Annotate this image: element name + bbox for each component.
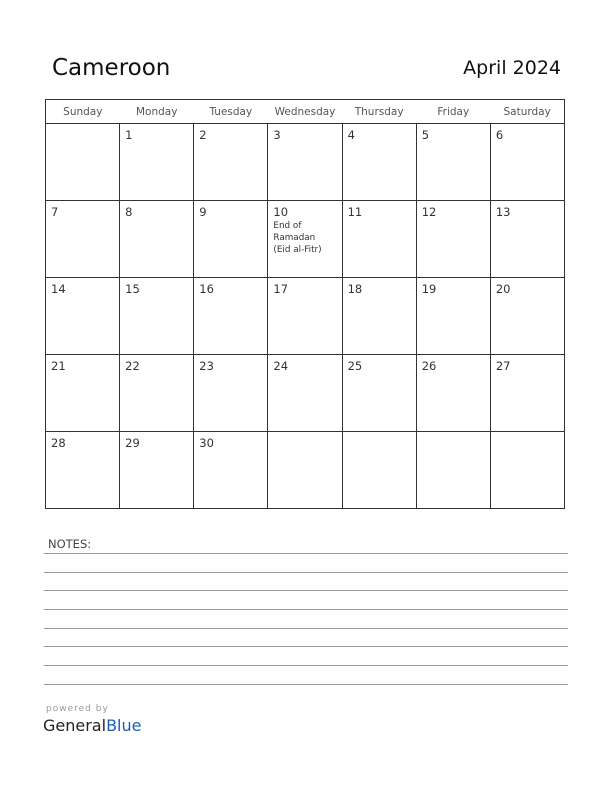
day-number: 29 (125, 436, 140, 450)
day-number: 17 (273, 282, 289, 296)
day-number: 21 (51, 359, 66, 373)
day-number: 18 (347, 282, 363, 296)
day-cell (490, 278, 564, 355)
day-number: 2 (199, 128, 207, 142)
day-number: 5 (421, 128, 430, 142)
day-number: 25 (347, 359, 363, 373)
day-number: 27 (495, 359, 511, 373)
day-cell (120, 432, 194, 509)
day-number: 26 (421, 359, 437, 373)
notes-label: NOTES: (48, 537, 92, 551)
weekday-saturday: Saturday (490, 100, 564, 124)
day-number: 6 (495, 128, 504, 142)
day-number: 14 (51, 282, 66, 296)
day-number: 30 (199, 436, 214, 450)
day-cell (490, 355, 564, 432)
day-cell (268, 278, 342, 355)
day-cell (120, 201, 194, 278)
note-line (44, 646, 568, 647)
day-number: 20 (495, 282, 511, 296)
weekday-monday: Monday (120, 100, 194, 124)
day-cell (194, 432, 268, 509)
note-line (44, 665, 568, 666)
day-cell (120, 124, 194, 201)
day-cell (194, 201, 268, 278)
day-number: 28 (51, 436, 66, 450)
day-number: 24 (273, 359, 289, 373)
note-line (44, 609, 568, 610)
month-title: April 2024 (463, 57, 561, 79)
day-cell (120, 278, 194, 355)
day-cell (416, 124, 490, 201)
week-row (46, 201, 565, 278)
day-cell (46, 201, 120, 278)
day-number: 8 (125, 205, 133, 219)
note-line (44, 684, 568, 685)
day-number: 1 (125, 128, 133, 142)
day-cell (342, 355, 416, 432)
day-cell (46, 124, 120, 201)
note-line (44, 572, 568, 573)
brand-blue: Blue (106, 716, 142, 735)
weekday-sunday: Sunday (46, 100, 120, 124)
generalblue-logo[interactable] (43, 716, 141, 735)
day-cell (194, 355, 268, 432)
day-cell (490, 201, 564, 278)
day-cell (268, 124, 342, 201)
day-cell (46, 432, 120, 509)
day-number: 12 (421, 205, 437, 219)
day-cell (342, 432, 416, 509)
powered-by-text: powered by (46, 704, 109, 714)
note-line (44, 628, 568, 629)
calendar-grid (45, 99, 565, 509)
note-line (44, 590, 568, 591)
day-number: 11 (347, 205, 363, 219)
day-cell (268, 355, 342, 432)
day-cell (46, 355, 120, 432)
day-cell (194, 278, 268, 355)
day-number: 13 (495, 205, 511, 219)
day-number: 10 (273, 205, 289, 219)
day-number: 16 (199, 282, 214, 296)
day-cell (342, 278, 416, 355)
weekday-wednesday: Wednesday (268, 100, 342, 124)
day-cell (416, 432, 490, 509)
week-row (46, 432, 565, 509)
day-cell (268, 432, 342, 509)
holiday-label: End of Ramadan (Eid al-Fitr) (273, 221, 322, 255)
weekday-header-row (46, 100, 565, 124)
day-cell (120, 355, 194, 432)
weekday-tuesday: Tuesday (194, 100, 268, 124)
day-number: 15 (125, 282, 140, 296)
day-cell (416, 278, 490, 355)
day-cell (342, 201, 416, 278)
brand-general: General (43, 716, 107, 735)
day-number: 9 (199, 205, 207, 219)
country-title: Cameroon (52, 55, 171, 81)
day-cell (46, 278, 120, 355)
day-number: 22 (125, 359, 140, 373)
weekday-thursday: Thursday (342, 100, 416, 124)
note-line (44, 553, 568, 554)
day-cell (342, 124, 416, 201)
day-number: 4 (347, 128, 355, 142)
day-cell (194, 124, 268, 201)
day-number: 3 (273, 128, 281, 142)
day-number: 19 (421, 282, 437, 296)
day-number: 23 (199, 359, 214, 373)
day-cell (268, 201, 342, 278)
day-cell (416, 355, 490, 432)
day-cell (490, 432, 564, 509)
week-row (46, 124, 565, 201)
day-cell (490, 124, 564, 201)
week-row (46, 278, 565, 355)
week-row (46, 355, 565, 432)
day-cell (416, 201, 490, 278)
day-number: 7 (51, 205, 59, 219)
weekday-friday: Friday (416, 100, 490, 124)
